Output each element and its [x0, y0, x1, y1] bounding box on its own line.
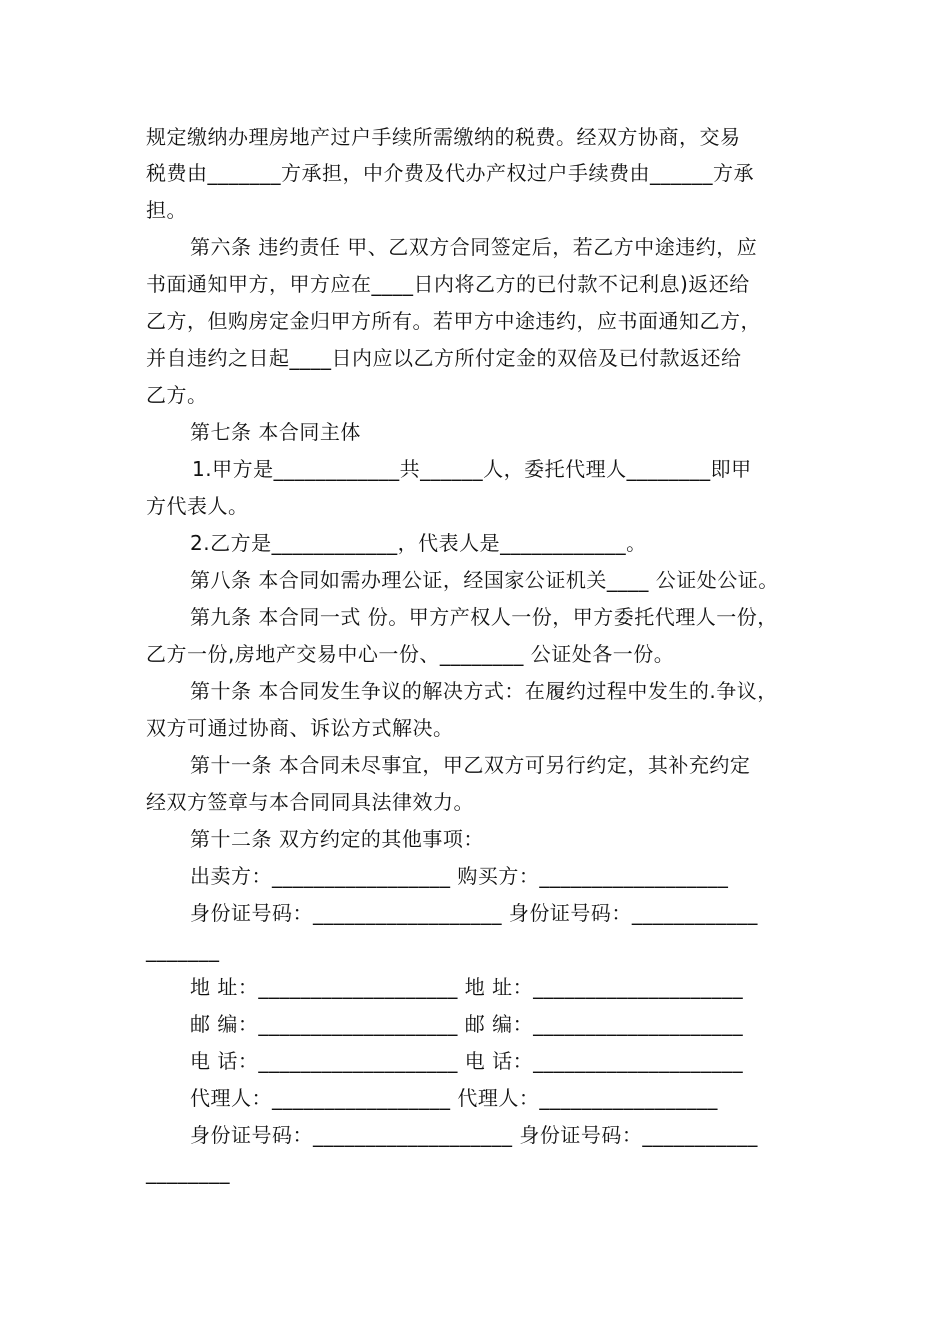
text-line: 书面通知甲方，甲方应在____日内将乙方的已付款不记利息)返还给	[146, 272, 750, 296]
party-b-line: 2.乙方是____________，代表人是____________。	[190, 531, 647, 555]
postcode-line: 邮 编：___________________ 邮 编：____________________	[190, 1012, 744, 1036]
text-line: 乙方。	[146, 383, 208, 407]
text-line: 乙方，但购房定金归甲方所有。若甲方中途违约，应书面通知乙方，	[146, 309, 761, 333]
agent-line: 代理人：_________________ 代理人：_________________	[190, 1086, 718, 1110]
text-line: _______	[146, 938, 220, 962]
text-line: 担。	[146, 198, 187, 222]
text-line: 并自违约之日起____日内应以乙方所付定金的双倍及已付款返还给	[146, 346, 742, 370]
article-12-line: 第十二条 双方约定的其他事项：	[190, 827, 484, 851]
text-line: 方代表人。	[146, 494, 249, 518]
address-line: 地 址：___________________ 地 址：____________________	[190, 975, 744, 999]
article-9-line: 第九条 本合同一式 份。甲方产权人一份，甲方委托代理人一份，	[190, 605, 778, 629]
text-line: ________	[146, 1160, 230, 1184]
article-10-line: 第十条 本合同发生争议的解决方式：在履约过程中发生的.争议，	[190, 679, 778, 703]
article-6-heading-line: 第六条 违约责任 甲、乙双方合同签定后，若乙方中途违约，应	[190, 235, 758, 259]
seller-buyer-line: 出卖方：_________________ 购买方：__________________	[190, 864, 729, 888]
text-line: 乙方一份,房地产交易中心一份、________ 公证处各一份。	[146, 642, 675, 666]
agent-id-number-line: 身份证号码：___________________ 身份证号码：___________	[190, 1123, 758, 1147]
text-line: 税费由_______方承担，中介费及代办产权过户手续费由______方承	[146, 161, 754, 185]
text-line: 双方可通过协商、诉讼方式解决。	[146, 716, 454, 740]
article-8-line: 第八条 本合同如需办理公证，经国家公证机关____ 公证处公证。	[190, 568, 779, 592]
party-a-line: 1.甲方是____________共______人，委托代理人________即甲	[192, 457, 752, 481]
article-11-line: 第十一条 本合同未尽事宜，甲乙双方可另行约定，其补充约定	[190, 753, 751, 777]
article-7-heading: 第七条 本合同主体	[190, 420, 361, 444]
id-number-line: 身份证号码：__________________ 身份证号码：____________	[190, 901, 758, 925]
text-line: 经双方签章与本合同同具法律效力。	[146, 790, 474, 814]
text-line: 规定缴纳办理房地产过户手续所需缴纳的税费。经双方协商，交易	[146, 125, 741, 149]
phone-line: 电 话：___________________ 电 话：____________________	[190, 1049, 744, 1073]
